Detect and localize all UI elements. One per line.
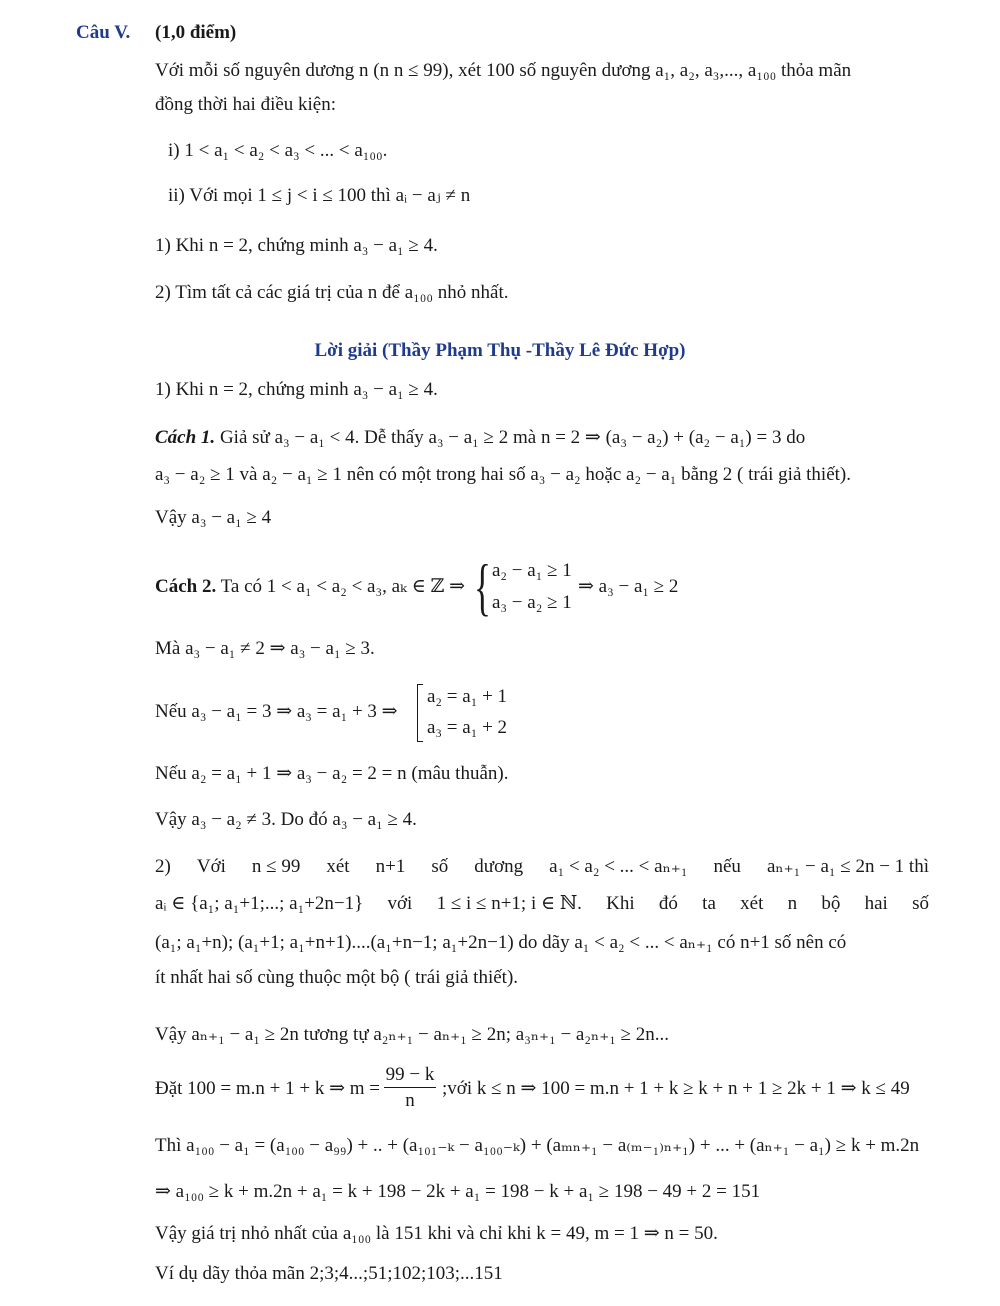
condition-2: ii) Với mọi 1 ≤ j < i ≤ 100 thì aᵢ − aⱼ ≠ n: [168, 185, 471, 206]
method2-if2-line: Nếu a₂ = a₁ + 1 ⇒ a₃ − a₂ = 2 = n (mâu thuẫn).: [155, 763, 509, 784]
dat-pre: Đặt 100 = m.n + 1 + k ⇒ m =: [155, 1078, 381, 1099]
method2-system-eq1: a₂ − a₁ ≥ 1: [492, 560, 572, 581]
part2-word: 1 ≤ i ≤ n+1; i ∈ ℕ.: [436, 893, 582, 914]
question-part-1: 1) Khi n = 2, chứng minh a₃ − a₁ ≥ 4.: [155, 235, 438, 256]
part2-word: aₙ₊₁ − a₁ ≤ 2n − 1 thì: [766, 856, 929, 877]
dat-fraction-denominator: n: [384, 1087, 436, 1114]
part2-word: Khi: [606, 893, 635, 914]
part2-word: xét: [326, 856, 350, 877]
part2-line3: (a₁; a₁+n); (a₁+1; a₁+n+1)....(a₁+n−1; a₁+2n−1) do dãy a₁ < a₂ < ... < aₙ₊₁ có n+1 số nên có: [155, 932, 847, 953]
part2-vay-line: Vậy aₙ₊₁ − a₁ ≥ 2n tương tự a₂ₙ₊₁ − aₙ₊₁ ≥ 2n; a₃ₙ₊₁ − a₂ₙ₊₁ ≥ 2n...: [155, 1024, 670, 1045]
dat-post: ;với k ≤ n ⇒ 100 = m.n + 1 + k ≥ k + n + 1 ≥ 2k + 1 ⇒ k ≤ 49: [442, 1078, 910, 1099]
part1-title: 1) Khi n = 2, chứng minh a₃ − a₁ ≥ 4.: [155, 379, 438, 400]
part2-word: aᵢ ∈ {a₁; a₁+1;...; a₁+2n−1}: [155, 893, 364, 914]
problem-intro-line2: đồng thời hai điều kiện:: [155, 94, 337, 115]
example-line: Ví dụ dãy thỏa mãn 2;3;4...;51;102;103;...151: [155, 1263, 503, 1284]
method2-ma-line: Mà a₃ − a₁ ≠ 2 ⇒ a₃ − a₁ ≥ 3.: [155, 638, 375, 659]
implication-line: ⇒ a₁₀₀ ≥ k + m.2n + a₁ = k + 198 − 2k + a₁ = 198 − k + a₁ ≥ 198 − 49 + 2 = 151: [155, 1181, 761, 1202]
question-label: Câu V.: [76, 22, 131, 43]
method2-case2: a₃ = a₁ + 2: [427, 717, 508, 738]
part2-word: đó: [658, 893, 678, 914]
method2-case1: a₂ = a₁ + 1: [427, 686, 508, 707]
method2-post: ⇒ a₃ − a₁ ≥ 2: [578, 576, 679, 597]
part2-word: nếu: [713, 856, 741, 877]
method1-line1: [155, 426, 805, 450]
method2-pre: Ta có 1 < a₁ < a₂ < a₃, aₖ ∈ ℤ ⇒: [220, 576, 466, 597]
part2-word: số: [912, 893, 929, 914]
part2-word: n+1: [375, 856, 406, 877]
part2-word: 2): [155, 856, 171, 877]
part2-line1: [155, 855, 929, 879]
condition-1: i) 1 < a₁ < a₂ < a₃ < ... < a₁₀₀.: [168, 140, 388, 161]
method1-line2: a₃ − a₂ ≥ 1 và a₂ − a₁ ≥ 1 nên có một trong hai số a₃ − a₂ hoặc a₂ − a₁ bằng 2 ( trái giả thiết).: [155, 464, 851, 485]
part2-word: bộ: [821, 893, 841, 914]
part2-word: n ≤ 99: [251, 856, 301, 877]
final-conclusion: Vậy giá trị nhỏ nhất của a₁₀₀ là 151 khi và chỉ khi k = 49, m = 1 ⇒ n = 50.: [155, 1223, 718, 1244]
method2-if-line: Nếu a₃ − a₁ = 3 ⇒ a₃ = a₁ + 3 ⇒: [155, 701, 398, 722]
method1-label: Cách 1.: [155, 427, 216, 448]
left-brace-icon: {: [474, 551, 491, 622]
part2-line4: ít nhất hai số cùng thuộc một bộ ( trái giả thiết).: [155, 967, 519, 988]
method1-conclusion: Vậy a₃ − a₁ ≥ 4: [155, 507, 272, 528]
method2-label: Cách 2.: [155, 576, 217, 597]
part2-word: với: [387, 893, 413, 914]
method2-line: [155, 575, 465, 599]
part2-word: hai: [864, 893, 888, 914]
case-bracket-icon: [417, 684, 423, 742]
part2-word: n: [787, 893, 798, 914]
part2-word: Với: [196, 856, 226, 877]
question-points: (1,0 điểm): [155, 22, 237, 43]
question-part-2: 2) Tìm tất cả các giá trị của n để a₁₀₀ nhỏ nhất.: [155, 282, 509, 303]
method2-conclusion: Vậy a₃ − a₂ ≠ 3. Do đó a₃ − a₁ ≥ 4.: [155, 809, 417, 830]
part2-word: xét: [740, 893, 764, 914]
part2-word: a₁ < a₂ < ... < aₙ₊₁: [549, 856, 688, 877]
solution-title: Lời giải (Thầy Phạm Thụ -Thầy Lê Đức Hợp): [314, 340, 686, 361]
problem-intro-line1: Với mỗi số nguyên dương n (n n ≤ 99), xét 100 số nguyên dương a₁, a₂, a₃,..., a₁₀₀ thỏa mãn: [155, 60, 852, 81]
dat-fraction: [384, 1063, 436, 1114]
part2-line2: [155, 892, 929, 916]
part2-word: số: [431, 856, 449, 877]
dat-fraction-numerator: 99 − k: [385, 1064, 435, 1085]
part2-word: dương: [474, 856, 524, 877]
part2-word: ta: [702, 893, 716, 914]
method1-text: Giả sử a₃ − a₁ < 4. Dễ thấy a₃ − a₁ ≥ 2 mà n = 2 ⇒ (a₃ − a₂) + (a₂ − a₁) = 3 do: [219, 427, 806, 448]
thi-line: Thì a₁₀₀ − a₁ = (a₁₀₀ − a₉₉) + .. + (a₁₀₁₋ₖ − a₁₀₀₋ₖ) + (aₘₙ₊₁ − a₍ₘ₋₁₎ₙ₊₁) + ... + (aₙ₊₁ − a₁) ≥ k + m.2n: [155, 1135, 920, 1156]
method2-system-eq2: a₃ − a₂ ≥ 1: [492, 592, 572, 613]
